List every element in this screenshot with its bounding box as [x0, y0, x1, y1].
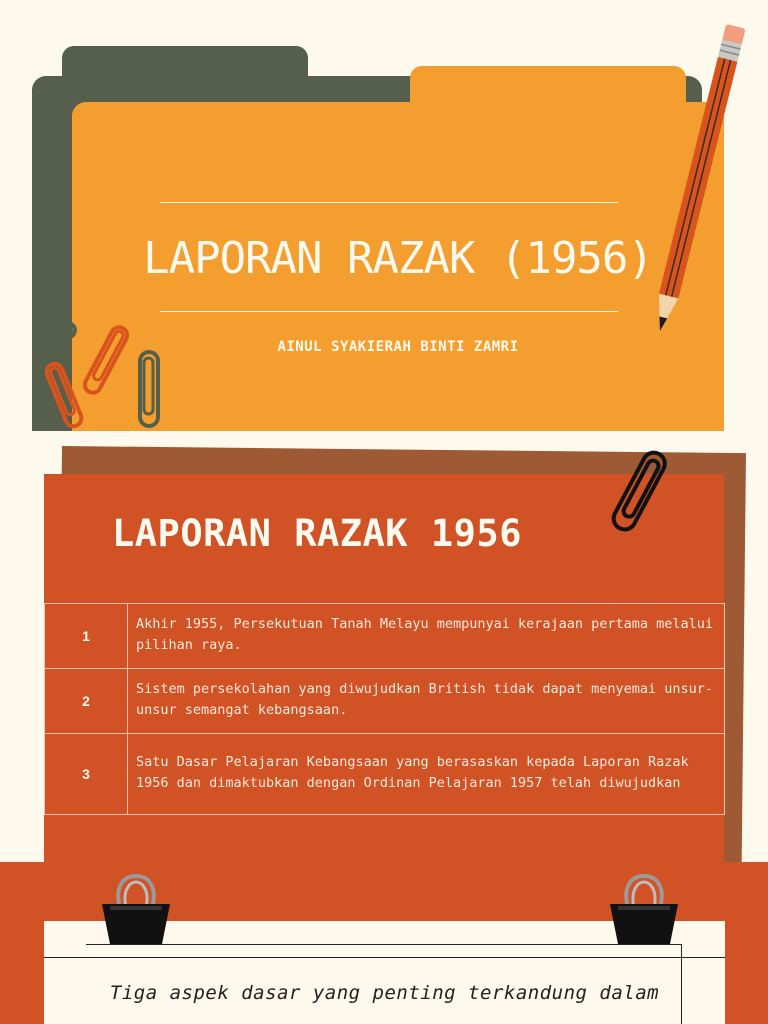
author-name: AINUL SYAKIERAH BINTI ZAMRI	[277, 339, 519, 355]
row-number: 3	[45, 734, 128, 815]
row-text: Akhir 1955, Persekutuan Tanah Melayu mempunyai kerajaan pertama melalui pilihan raya.	[128, 604, 725, 669]
note-rule	[44, 957, 725, 958]
title-divider-top	[160, 202, 618, 203]
paperclip-icon	[608, 446, 674, 538]
pencil-icon	[655, 20, 765, 360]
row-text: Satu Dasar Pelajaran Kebangsaan yang berasaskan kepada Laporan Razak 1956 dan dimaktubkan dengan Ordinan Pelajaran 1957 telah diwujudkan	[128, 734, 725, 815]
row-number: 2	[45, 669, 128, 734]
row-number: 1	[45, 604, 128, 669]
binder-clip-icon	[96, 872, 176, 946]
page-title: LAPORAN RAZAK (1956)	[143, 233, 653, 284]
note-text: Tiga aspek dasar yang penting terkandung dalam	[109, 982, 660, 1004]
table-row	[45, 604, 725, 669]
points-table	[44, 603, 725, 815]
card-title: LAPORAN RAZAK 1956	[112, 512, 522, 555]
row-text: Sistem persekolahan yang diwujudkan British tidak dapat menyemai unsur-unsur semangat kebangsaan.	[128, 669, 725, 734]
binder-clip-icon	[604, 872, 684, 946]
paperclip-icon	[36, 300, 176, 435]
title-divider-bottom	[160, 311, 618, 312]
table-row	[45, 669, 725, 734]
table-row	[45, 734, 725, 815]
